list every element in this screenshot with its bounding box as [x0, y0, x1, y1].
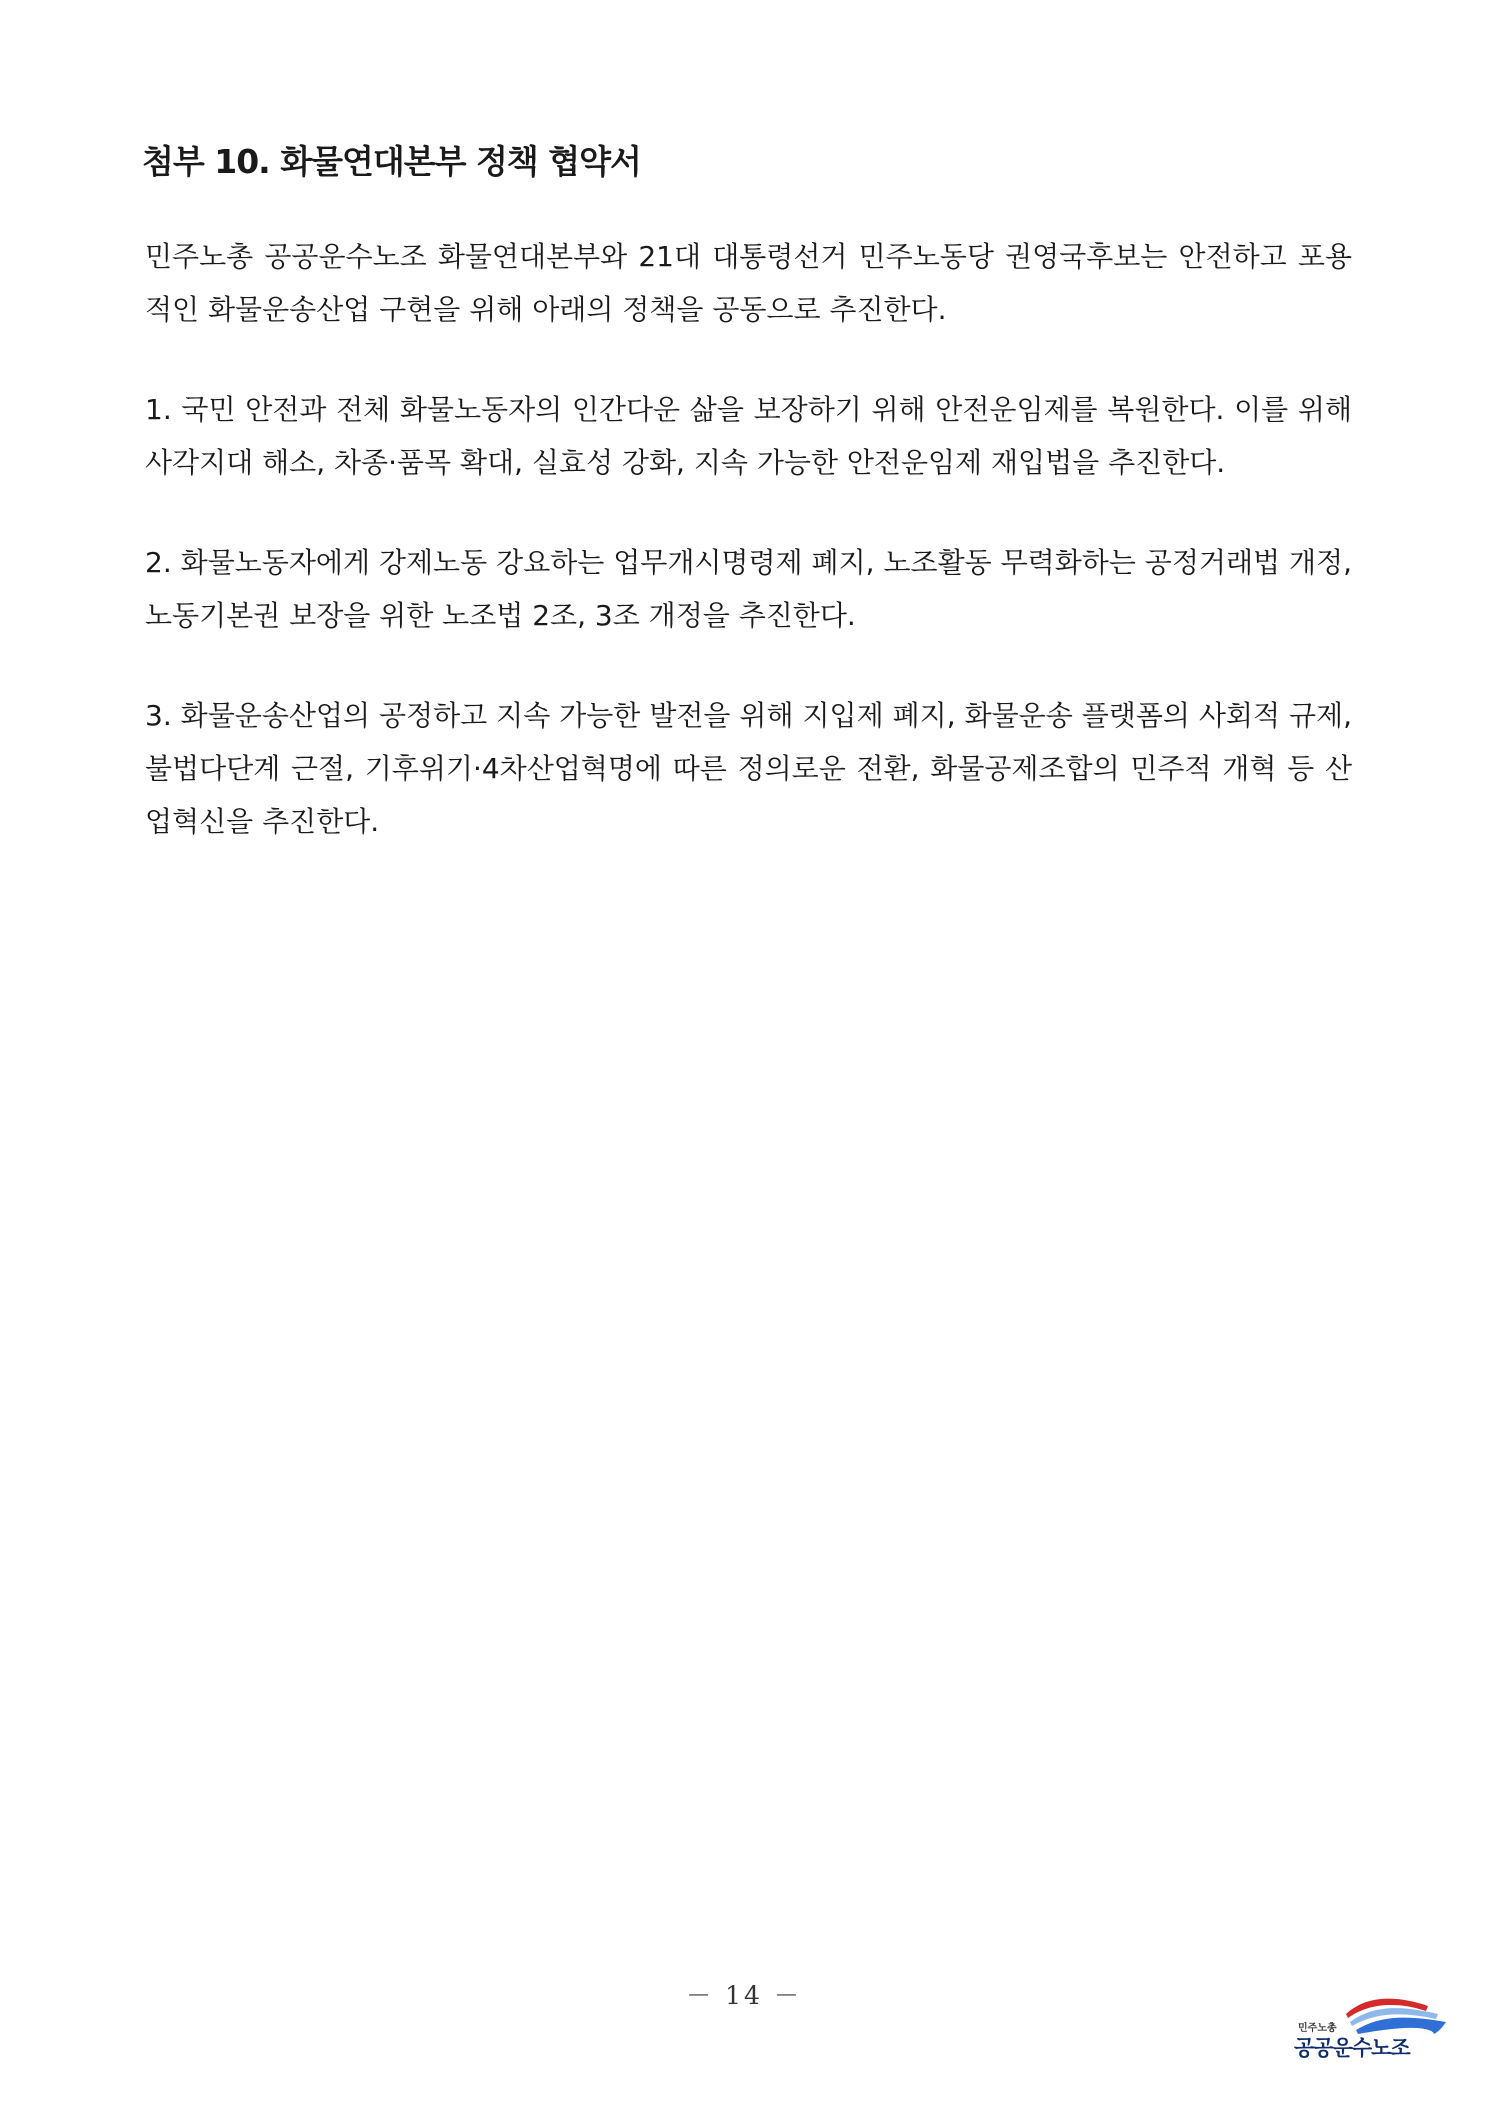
document-title: 첨부 10. 화물연대본부 정책 협약서	[142, 142, 641, 181]
logo-small-text: 민주노총	[1298, 2023, 1337, 2034]
flag-wave-icon	[1342, 1992, 1450, 2036]
policy-item-1: 1. 국민 안전과 전체 화물노동자의 인간다운 삶을 보장하기 위해 안전운임제를 복원한다. 이를 위해 사각지대 해소, 차종·품목 확대, 실효성 강화, 지속 가능한 안전운임제 재입법을 추진한다.	[145, 393, 1352, 479]
intro-paragraph: 민주노총 공공운수노조 화물연대본부와 21대 대통령선거 민주노동당 권영국후보는 안전하고 포용적인 화물운송산업 구현을 위해 아래의 정책을 공동으로 추진한다.	[145, 240, 1352, 326]
policy-item-2: 2. 화물노동자에게 강제노동 강요하는 업무개시명령제 폐지, 노조활동 무력화하는 공정거래법 개정, 노동기본권 보장을 위한 노조법 2조, 3조 개정을 추진한다.	[145, 546, 1352, 632]
logo-main-text: 공공운수노조	[1294, 2036, 1410, 2060]
union-logo	[1290, 1992, 1450, 2064]
policy-item-3: 3. 화물운송산업의 공정하고 지속 가능한 발전을 위해 지입제 폐지, 화물운송 플랫폼의 사회적 규제, 불법다단계 근절, 기후위기·4차산업혁명에 따른 정의로운 전환, 화물공제조합의 민주적 개혁 등 산업혁신을 추진한다.	[145, 699, 1352, 838]
page-number: － 14 －	[686, 1981, 802, 2010]
